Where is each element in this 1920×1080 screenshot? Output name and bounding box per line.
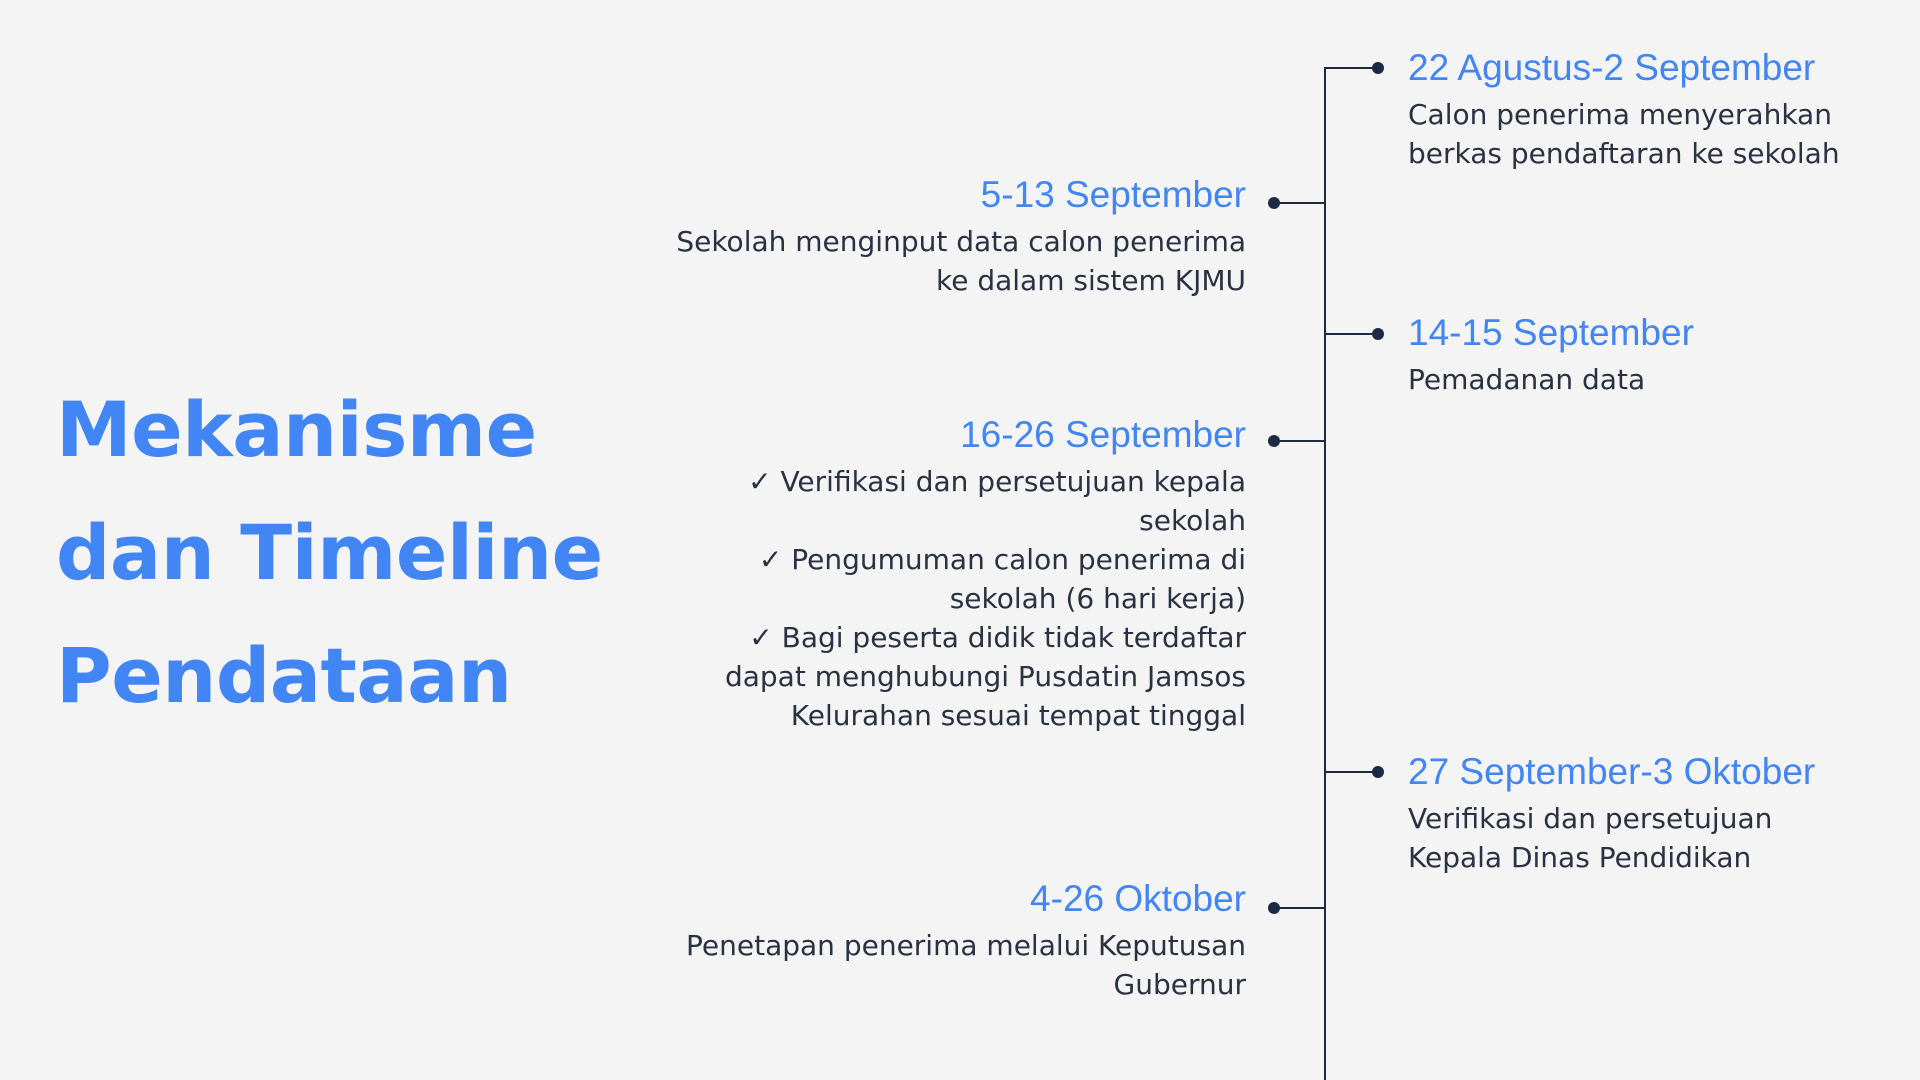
checklist-item	[725, 462, 1246, 540]
event-date: 5-13 September	[980, 174, 1246, 215]
event-date: 22 Agustus-2 September	[1408, 47, 1816, 88]
title-line-3: Pendataan	[56, 631, 512, 720]
timeline-dot	[1268, 902, 1280, 914]
description-line: Gubernur	[1113, 968, 1246, 1001]
timeline-dot	[1268, 197, 1280, 209]
timeline-connector	[1324, 771, 1378, 773]
checklist-line: sekolah (6 hari kerja)	[949, 582, 1246, 615]
timeline-event	[1408, 46, 1840, 173]
checklist-line: ✓ Verifikasi dan persetujuan kepala	[748, 465, 1246, 498]
description-line: Sekolah menginput data calon penerima	[676, 225, 1246, 258]
event-date: 4-26 Oktober	[1030, 878, 1246, 919]
event-date: 16-26 September	[960, 414, 1246, 455]
checklist-item	[725, 540, 1246, 618]
event-description	[1408, 799, 1815, 877]
checklist-line: dapat menghubungi Pusdatin Jamsos	[724, 660, 1246, 693]
timeline-event	[676, 173, 1246, 300]
timeline-connector	[1272, 907, 1326, 909]
timeline-connector	[1324, 333, 1378, 335]
timeline-connector	[1272, 202, 1326, 204]
timeline-event	[1408, 750, 1815, 877]
description-line: Calon penerima menyerahkan	[1408, 98, 1832, 131]
description-line: ke dalam sistem KJMU	[936, 264, 1246, 297]
description-line: berkas pendaftaran ke sekolah	[1408, 137, 1840, 170]
event-date: 14-15 September	[1408, 312, 1694, 353]
checklist-line: ✓ Bagi peserta didik tidak terdaftar	[749, 621, 1246, 654]
timeline-axis	[1324, 67, 1326, 1080]
timeline-connector	[1324, 67, 1378, 69]
event-description	[1408, 95, 1840, 173]
page-title	[56, 368, 696, 737]
timeline-dot	[1372, 62, 1384, 74]
timeline-dot	[1372, 766, 1384, 778]
checklist-line: Kelurahan sesuai tempat tinggal	[790, 699, 1246, 732]
description-line: Pemadanan data	[1408, 363, 1646, 396]
timeline-dot	[1372, 328, 1384, 340]
description-line: Penetapan penerima melalui Keputusan	[686, 929, 1246, 962]
timeline-dot	[1268, 435, 1280, 447]
event-date: 27 September-3 Oktober	[1408, 751, 1816, 792]
event-description	[686, 926, 1246, 1004]
checklist-line: sekolah	[1139, 504, 1246, 537]
timeline-connector	[1272, 440, 1326, 442]
timeline-event	[686, 877, 1246, 1004]
title-line-2: dan Timeline	[56, 508, 603, 597]
checklist-item	[725, 618, 1246, 735]
title-line-1: Mekanisme	[56, 385, 537, 474]
event-description	[676, 222, 1246, 300]
checklist-line: ✓ Pengumuman calon penerima di	[758, 543, 1246, 576]
description-line: Kepala Dinas Pendidikan	[1408, 841, 1752, 874]
event-description	[1408, 360, 1694, 399]
event-checklist	[725, 462, 1246, 735]
description-line: Verifikasi dan persetujuan	[1408, 802, 1773, 835]
timeline-event	[1408, 311, 1694, 399]
timeline-event	[725, 413, 1246, 735]
